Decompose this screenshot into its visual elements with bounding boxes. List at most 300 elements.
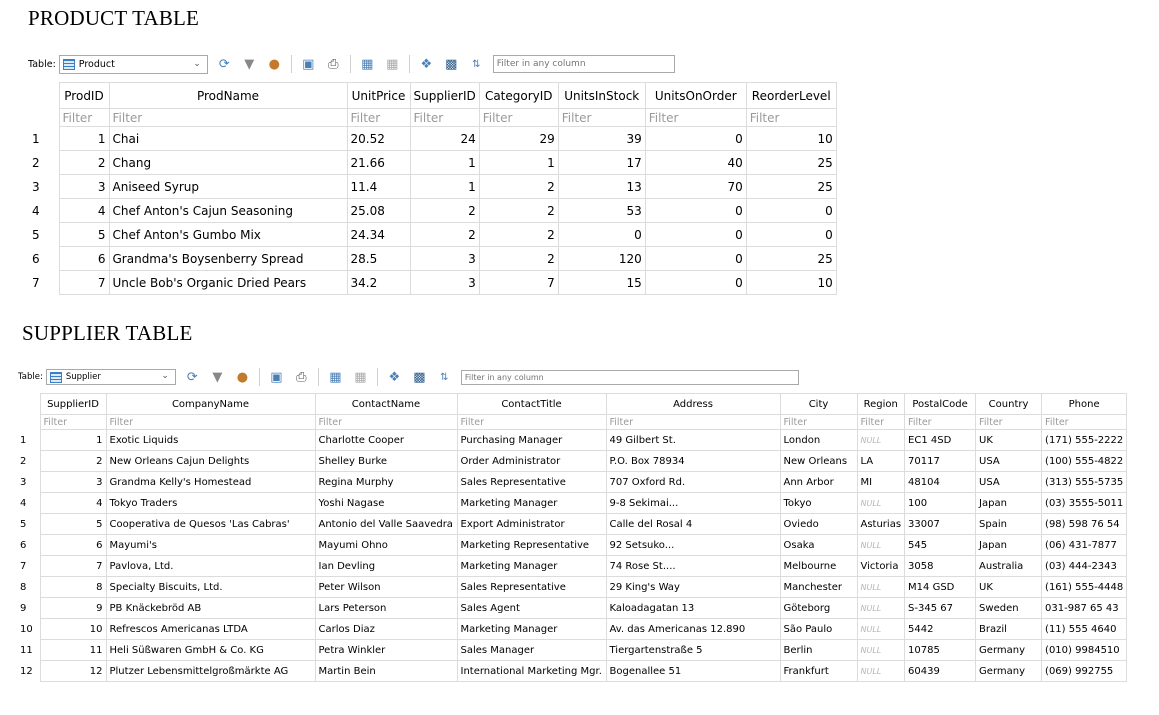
table-cell[interactable]: Cooperativa de Quesos 'Las Cabras' — [106, 514, 315, 535]
goto-icon[interactable]: ▩ — [413, 369, 426, 385]
table-cell[interactable]: 15 — [558, 271, 645, 295]
table-cell[interactable]: Uncle Bob's Organic Dried Pears — [109, 271, 347, 295]
column-header[interactable]: ReorderLevel — [746, 83, 836, 109]
table-cell[interactable]: 10 — [40, 619, 106, 640]
table-cell[interactable]: 10 — [746, 127, 836, 151]
table-cell[interactable]: Brazil — [976, 619, 1042, 640]
column-filter-input[interactable]: Filter — [347, 109, 410, 127]
table-select[interactable] — [46, 369, 176, 385]
table-label: Table: — [18, 372, 43, 382]
table-cell[interactable]: 2 — [479, 223, 558, 247]
table-cell[interactable]: Marketing Representative — [457, 535, 606, 556]
table-cell[interactable]: PB Knäckebröd AB — [106, 598, 315, 619]
table-cell[interactable]: NULL — [857, 661, 905, 682]
table-cell[interactable]: Heli Süßwaren GmbH & Co. KG — [106, 640, 315, 661]
table-row[interactable] — [28, 127, 836, 151]
table-cell[interactable]: Melbourne — [780, 556, 857, 577]
filter-any-column-input[interactable] — [461, 370, 799, 385]
table-cell[interactable]: 8 — [40, 577, 106, 598]
table-cell[interactable]: 0 — [558, 223, 645, 247]
table-cell[interactable]: P.O. Box 78934 — [606, 451, 780, 472]
column-header[interactable]: Country — [976, 394, 1042, 415]
table-row[interactable] — [28, 175, 836, 199]
table-cell[interactable]: 28.5 — [347, 247, 410, 271]
product-table-heading: PRODUCT TABLE — [28, 6, 200, 30]
column-filter-input[interactable]: Filter — [645, 109, 746, 127]
column-header[interactable]: UnitsOnOrder — [645, 83, 746, 109]
row-number: 2 — [20, 455, 27, 467]
column-filter-input[interactable]: Filter — [746, 109, 836, 127]
print-preview-icon[interactable]: ▣ — [270, 369, 283, 385]
column-header[interactable]: Region — [857, 394, 905, 415]
chevron-down-icon: ⌄ — [193, 58, 201, 69]
column-header[interactable]: Phone — [1042, 394, 1127, 415]
supplier-table-heading: SUPPLIER TABLE — [22, 321, 193, 345]
table-cell[interactable]: 5442 — [905, 619, 976, 640]
table-cell[interactable]: 2 — [59, 151, 109, 175]
table-cell[interactable]: Marketing Manager — [457, 556, 606, 577]
table-cell[interactable]: 12 — [40, 661, 106, 682]
table-cell[interactable]: 25 — [746, 247, 836, 271]
table-cell[interactable]: 0 — [645, 223, 746, 247]
table-cell[interactable]: 2 — [410, 223, 479, 247]
table-cell[interactable]: 4 — [40, 493, 106, 514]
table-select-value: Product — [78, 58, 115, 70]
table-cell[interactable]: 11 — [40, 640, 106, 661]
column-header[interactable]: ProdName — [109, 83, 347, 109]
column-filter-input[interactable]: Filter — [40, 415, 106, 430]
table-cell[interactable]: 39 — [558, 127, 645, 151]
table-cell[interactable]: 0 — [746, 223, 836, 247]
row-number: 9 — [20, 602, 27, 614]
toolbar-separator — [409, 55, 410, 73]
product-grid — [28, 82, 837, 295]
table-cell[interactable]: Purchasing Manager — [457, 430, 606, 451]
table-cell[interactable]: Bogenallee 51 — [606, 661, 780, 682]
column-header[interactable]: CategoryID — [479, 83, 558, 109]
table-cell[interactable]: Ann Arbor — [780, 472, 857, 493]
column-header[interactable]: ContactTitle — [457, 394, 606, 415]
row-number: 1 — [32, 131, 40, 146]
table-cell[interactable]: 70117 — [905, 451, 976, 472]
table-cell[interactable]: (03) 3555-5011 — [1042, 493, 1127, 514]
table-cell[interactable]: 100 — [905, 493, 976, 514]
table-cell[interactable]: Grandma's Boysenberry Spread — [109, 247, 347, 271]
table-cell[interactable]: 3058 — [905, 556, 976, 577]
product-toolbar — [28, 52, 675, 76]
table-cell[interactable]: 10 — [746, 271, 836, 295]
column-filter-input[interactable]: Filter — [479, 109, 558, 127]
table-cell[interactable]: 5 — [59, 223, 109, 247]
table-cell[interactable]: 21.66 — [347, 151, 410, 175]
column-filter-input[interactable]: Filter — [457, 415, 606, 430]
row-number: 6 — [20, 539, 27, 551]
table-cell[interactable]: 11.4 — [347, 175, 410, 199]
row-number: 8 — [20, 581, 27, 593]
table-cell[interactable]: Av. das Americanas 12.890 — [606, 619, 780, 640]
table-icon — [63, 59, 75, 70]
table-cell[interactable]: USA — [976, 451, 1042, 472]
table-cell[interactable]: 0 — [645, 127, 746, 151]
column-filter-input[interactable]: Filter — [780, 415, 857, 430]
table-cell[interactable]: Martin Bein — [315, 661, 457, 682]
column-filter-input[interactable]: Filter — [976, 415, 1042, 430]
table-cell[interactable]: 545 — [905, 535, 976, 556]
row-number: 5 — [32, 227, 40, 242]
table-cell[interactable]: 6 — [59, 247, 109, 271]
delete-record-icon[interactable]: ▦ — [386, 56, 399, 72]
print-preview-icon[interactable]: ▣ — [302, 56, 315, 72]
table-cell[interactable]: NULL — [857, 535, 905, 556]
table-cell[interactable]: 25 — [746, 151, 836, 175]
table-cell[interactable]: Chef Anton's Cajun Seasoning — [109, 199, 347, 223]
table-cell[interactable]: NULL — [857, 640, 905, 661]
table-cell[interactable]: (010) 9984510 — [1042, 640, 1127, 661]
table-row[interactable] — [16, 493, 1127, 514]
column-filter-input[interactable]: Filter — [410, 109, 479, 127]
table-cell[interactable]: 9 — [40, 598, 106, 619]
table-cell[interactable]: Specialty Biscuits, Ltd. — [106, 577, 315, 598]
table-cell[interactable]: 3 — [40, 472, 106, 493]
table-cell[interactable]: Refrescos Americanas LTDA — [106, 619, 315, 640]
column-filter-input[interactable]: Filter — [857, 415, 905, 430]
table-cell[interactable]: 25.08 — [347, 199, 410, 223]
table-select[interactable] — [59, 55, 208, 74]
table-cell[interactable]: 53 — [558, 199, 645, 223]
insert-record-icon[interactable]: ▦ — [329, 369, 342, 385]
table-row[interactable] — [16, 577, 1127, 598]
table-row[interactable] — [28, 271, 836, 295]
table-cell[interactable]: 13 — [558, 175, 645, 199]
table-cell[interactable]: Pavlova, Ltd. — [106, 556, 315, 577]
table-cell[interactable]: 40 — [645, 151, 746, 175]
table-cell[interactable]: 3 — [59, 175, 109, 199]
table-cell[interactable]: 120 — [558, 247, 645, 271]
column-header[interactable]: SupplierID — [410, 83, 479, 109]
table-cell[interactable]: Plutzer Lebensmittelgroßmärkte AG — [106, 661, 315, 682]
table-row[interactable] — [16, 598, 1127, 619]
table-cell[interactable]: Chef Anton's Gumbo Mix — [109, 223, 347, 247]
table-cell[interactable]: S-345 67 — [905, 598, 976, 619]
table-cell[interactable]: NULL — [857, 493, 905, 514]
table-cell[interactable]: 6 — [40, 535, 106, 556]
table-cell[interactable]: 17 — [558, 151, 645, 175]
goto-icon[interactable]: ▩ — [445, 56, 458, 72]
table-cell[interactable]: 7 — [479, 271, 558, 295]
table-row[interactable] — [16, 514, 1127, 535]
column-header[interactable]: UnitsInStock — [558, 83, 645, 109]
table-cell[interactable]: 0 — [746, 199, 836, 223]
table-cell[interactable]: 7 — [59, 271, 109, 295]
table-cell[interactable]: Yoshi Nagase — [315, 493, 457, 514]
table-cell[interactable]: Victoria — [857, 556, 905, 577]
table-cell[interactable]: Germany — [976, 661, 1042, 682]
supplier-toolbar — [18, 365, 799, 389]
print-icon[interactable]: ⎙ — [296, 369, 307, 385]
table-cell[interactable]: (171) 555-2222 — [1042, 430, 1127, 451]
table-cell[interactable]: 48104 — [905, 472, 976, 493]
sort-icon[interactable]: ⇅ — [472, 58, 481, 70]
table-row[interactable] — [16, 472, 1127, 493]
table-cell[interactable]: 2 — [479, 175, 558, 199]
table-cell[interactable]: 1 — [410, 151, 479, 175]
table-cell[interactable]: NULL — [857, 577, 905, 598]
table-cell[interactable]: 1 — [479, 151, 558, 175]
table-cell[interactable]: 25 — [746, 175, 836, 199]
table-cell[interactable]: EC1 4SD — [905, 430, 976, 451]
table-cell[interactable]: 24.34 — [347, 223, 410, 247]
table-row[interactable] — [16, 430, 1127, 451]
column-filter-input[interactable]: Filter — [606, 415, 780, 430]
table-cell[interactable]: Peter Wilson — [315, 577, 457, 598]
toolbar-separator — [318, 368, 319, 386]
table-cell[interactable]: Sales Representative — [457, 577, 606, 598]
table-row[interactable] — [16, 535, 1127, 556]
column-header[interactable]: Address — [606, 394, 780, 415]
table-cell[interactable]: Antonio del Valle Saavedra — [315, 514, 457, 535]
find-icon[interactable]: ❖ — [420, 56, 433, 72]
table-cell[interactable]: Marketing Manager — [457, 493, 606, 514]
table-cell[interactable]: Mayumi's — [106, 535, 315, 556]
table-cell[interactable]: (98) 598 76 54 — [1042, 514, 1127, 535]
table-cell[interactable]: Lars Peterson — [315, 598, 457, 619]
table-cell[interactable]: 92 Setsuko... — [606, 535, 780, 556]
toolbar-separator — [259, 368, 260, 386]
column-filter-input[interactable]: Filter — [109, 109, 347, 127]
column-filter-input[interactable]: Filter — [905, 415, 976, 430]
column-filter-input[interactable]: Filter — [315, 415, 457, 430]
table-cell[interactable]: São Paulo — [780, 619, 857, 640]
table-label: Table: — [28, 58, 56, 70]
clear-filters-icon[interactable]: ▼ — [244, 56, 255, 72]
table-cell[interactable]: 24 — [410, 127, 479, 151]
table-cell[interactable]: 70 — [645, 175, 746, 199]
table-cell[interactable]: Japan — [976, 535, 1042, 556]
table-cell[interactable]: Oviedo — [780, 514, 857, 535]
header-row — [28, 83, 836, 109]
column-header[interactable]: SupplierID — [40, 394, 106, 415]
table-cell[interactable]: Berlin — [780, 640, 857, 661]
table-row[interactable] — [16, 556, 1127, 577]
table-cell[interactable]: LA — [857, 451, 905, 472]
table-cell[interactable]: 20.52 — [347, 127, 410, 151]
table-cell[interactable]: 60439 — [905, 661, 976, 682]
table-cell[interactable]: Grandma Kelly's Homestead — [106, 472, 315, 493]
table-cell[interactable]: 29 King's Way — [606, 577, 780, 598]
table-cell[interactable]: Sales Manager — [457, 640, 606, 661]
table-cell[interactable]: (03) 444-2343 — [1042, 556, 1127, 577]
table-cell[interactable]: Manchester — [780, 577, 857, 598]
table-cell[interactable]: NULL — [857, 430, 905, 451]
table-cell[interactable]: Germany — [976, 640, 1042, 661]
table-cell[interactable]: 1 — [59, 127, 109, 151]
header-row — [16, 394, 1127, 415]
table-cell[interactable]: 33007 — [905, 514, 976, 535]
table-cell[interactable]: (313) 555-5735 — [1042, 472, 1127, 493]
table-row[interactable] — [16, 451, 1127, 472]
toolbar-separator — [350, 55, 351, 73]
table-cell[interactable]: Marketing Manager — [457, 619, 606, 640]
column-filter-input[interactable]: Filter — [558, 109, 645, 127]
table-cell[interactable]: Ian Devling — [315, 556, 457, 577]
row-number: 10 — [20, 623, 33, 635]
row-number: 6 — [32, 251, 40, 266]
table-cell[interactable]: New Orleans Cajun Delights — [106, 451, 315, 472]
table-cell[interactable]: 1 — [40, 430, 106, 451]
table-cell[interactable]: 0 — [645, 199, 746, 223]
table-cell[interactable]: UK — [976, 577, 1042, 598]
table-cell[interactable]: UK — [976, 430, 1042, 451]
toolbar-separator — [291, 55, 292, 73]
table-cell[interactable]: Exotic Liquids — [106, 430, 315, 451]
table-cell[interactable]: Japan — [976, 493, 1042, 514]
table-cell[interactable]: M14 GSD — [905, 577, 976, 598]
column-header[interactable]: UnitPrice — [347, 83, 410, 109]
table-cell[interactable]: Charlotte Cooper — [315, 430, 457, 451]
refresh-icon[interactable]: ⟳ — [186, 369, 198, 385]
table-cell[interactable]: Kaloadagatan 13 — [606, 598, 780, 619]
column-filter-input[interactable]: Filter — [1042, 415, 1127, 430]
table-cell[interactable]: 1 — [410, 175, 479, 199]
sort-icon[interactable]: ⇅ — [440, 371, 449, 383]
table-cell[interactable]: Petra Winkler — [315, 640, 457, 661]
column-header[interactable]: City — [780, 394, 857, 415]
table-cell[interactable]: Frankfurt — [780, 661, 857, 682]
table-cell[interactable]: Carlos Diaz — [315, 619, 457, 640]
table-cell[interactable]: 9-8 Sekimai... — [606, 493, 780, 514]
table-cell[interactable]: 2 — [479, 247, 558, 271]
table-cell[interactable]: 74 Rose St.... — [606, 556, 780, 577]
clear-filters-icon[interactable]: ▼ — [212, 369, 223, 385]
table-cell[interactable]: 2 — [410, 199, 479, 223]
table-cell[interactable]: MI — [857, 472, 905, 493]
filter-any-column-input[interactable] — [493, 55, 675, 73]
table-cell[interactable]: 10785 — [905, 640, 976, 661]
table-row[interactable] — [16, 640, 1127, 661]
row-number-cell — [16, 415, 40, 430]
table-cell[interactable]: Tiergartenstraße 5 — [606, 640, 780, 661]
table-row[interactable] — [28, 223, 836, 247]
table-cell[interactable]: 0 — [645, 247, 746, 271]
table-cell[interactable]: 29 — [479, 127, 558, 151]
table-cell[interactable]: Chai — [109, 127, 347, 151]
row-number: 3 — [20, 476, 27, 488]
row-number-header — [16, 394, 40, 415]
table-cell[interactable]: Order Administrator — [457, 451, 606, 472]
row-number-header — [28, 83, 59, 109]
table-cell[interactable]: Shelley Burke — [315, 451, 457, 472]
table-cell[interactable]: 2 — [479, 199, 558, 223]
row-number: 12 — [20, 665, 33, 677]
table-cell[interactable]: Sales Representative — [457, 472, 606, 493]
filter-row — [28, 109, 836, 127]
table-cell[interactable]: NULL — [857, 619, 905, 640]
column-header[interactable]: PostalCode — [905, 394, 976, 415]
table-row[interactable] — [16, 661, 1127, 682]
table-cell[interactable]: 34.2 — [347, 271, 410, 295]
table-cell[interactable]: Göteborg — [780, 598, 857, 619]
table-cell[interactable]: Sales Agent — [457, 598, 606, 619]
table-cell[interactable]: NULL — [857, 598, 905, 619]
table-cell[interactable]: 707 Oxford Rd. — [606, 472, 780, 493]
table-cell[interactable]: Export Administrator — [457, 514, 606, 535]
table-cell[interactable]: Sweden — [976, 598, 1042, 619]
table-cell[interactable]: International Marketing Mgr. — [457, 661, 606, 682]
table-cell[interactable]: 2 — [40, 451, 106, 472]
supplier-grid — [16, 393, 1127, 682]
table-cell[interactable]: 3 — [410, 247, 479, 271]
table-cell[interactable]: 4 — [59, 199, 109, 223]
row-number: 7 — [32, 275, 40, 290]
column-header[interactable]: CompanyName — [106, 394, 315, 415]
table-cell[interactable]: Aniseed Syrup — [109, 175, 347, 199]
refresh-icon[interactable]: ⟳ — [218, 56, 230, 72]
column-filter-input[interactable]: Filter — [59, 109, 109, 127]
row-number: 1 — [20, 434, 27, 446]
table-cell[interactable]: New Orleans — [780, 451, 857, 472]
table-cell[interactable]: 031-987 65 43 — [1042, 598, 1127, 619]
table-cell[interactable]: Regina Murphy — [315, 472, 457, 493]
insert-record-icon[interactable]: ▦ — [361, 56, 374, 72]
row-number: 5 — [20, 518, 27, 530]
table-row[interactable] — [28, 151, 836, 175]
table-cell[interactable]: 5 — [40, 514, 106, 535]
table-cell[interactable]: Osaka — [780, 535, 857, 556]
table-cell[interactable]: (161) 555-4448 — [1042, 577, 1127, 598]
table-cell[interactable]: 49 Gilbert St. — [606, 430, 780, 451]
table-cell[interactable]: 0 — [645, 271, 746, 295]
table-icon — [50, 372, 62, 383]
table-select-value: Supplier — [65, 372, 101, 382]
table-cell[interactable]: USA — [976, 472, 1042, 493]
row-number: 3 — [32, 179, 40, 194]
row-number-cell — [28, 109, 59, 127]
row-number: 11 — [20, 644, 33, 656]
table-row[interactable] — [28, 199, 836, 223]
table-cell[interactable]: Calle del Rosal 4 — [606, 514, 780, 535]
print-icon[interactable]: ⎙ — [328, 56, 339, 72]
table-row[interactable] — [16, 619, 1127, 640]
column-header[interactable]: ProdID — [59, 83, 109, 109]
save-filter-icon[interactable]: ● — [268, 56, 280, 72]
table-cell[interactable]: (069) 992755 — [1042, 661, 1127, 682]
find-icon[interactable]: ❖ — [388, 369, 401, 385]
toolbar-separator — [377, 368, 378, 386]
table-cell[interactable]: Asturias — [857, 514, 905, 535]
table-cell[interactable]: 7 — [40, 556, 106, 577]
column-filter-input[interactable]: Filter — [106, 415, 315, 430]
table-cell[interactable]: (100) 555-4822 — [1042, 451, 1127, 472]
table-cell[interactable]: London — [780, 430, 857, 451]
column-header[interactable]: ContactName — [315, 394, 457, 415]
table-cell[interactable]: Chang — [109, 151, 347, 175]
table-cell[interactable]: Spain — [976, 514, 1042, 535]
table-cell[interactable]: 3 — [410, 271, 479, 295]
table-cell[interactable]: Mayumi Ohno — [315, 535, 457, 556]
table-cell[interactable]: Tokyo Traders — [106, 493, 315, 514]
save-filter-icon[interactable]: ● — [236, 369, 249, 385]
delete-record-icon[interactable]: ▦ — [354, 369, 367, 385]
table-cell[interactable]: (06) 431-7877 — [1042, 535, 1127, 556]
table-cell[interactable]: (11) 555 4640 — [1042, 619, 1127, 640]
row-number: 4 — [32, 203, 40, 218]
row-number: 7 — [20, 560, 27, 572]
row-number: 2 — [32, 155, 40, 170]
row-number: 4 — [20, 497, 27, 509]
table-cell[interactable]: Australia — [976, 556, 1042, 577]
table-cell[interactable]: Tokyo — [780, 493, 857, 514]
table-row[interactable] — [28, 247, 836, 271]
